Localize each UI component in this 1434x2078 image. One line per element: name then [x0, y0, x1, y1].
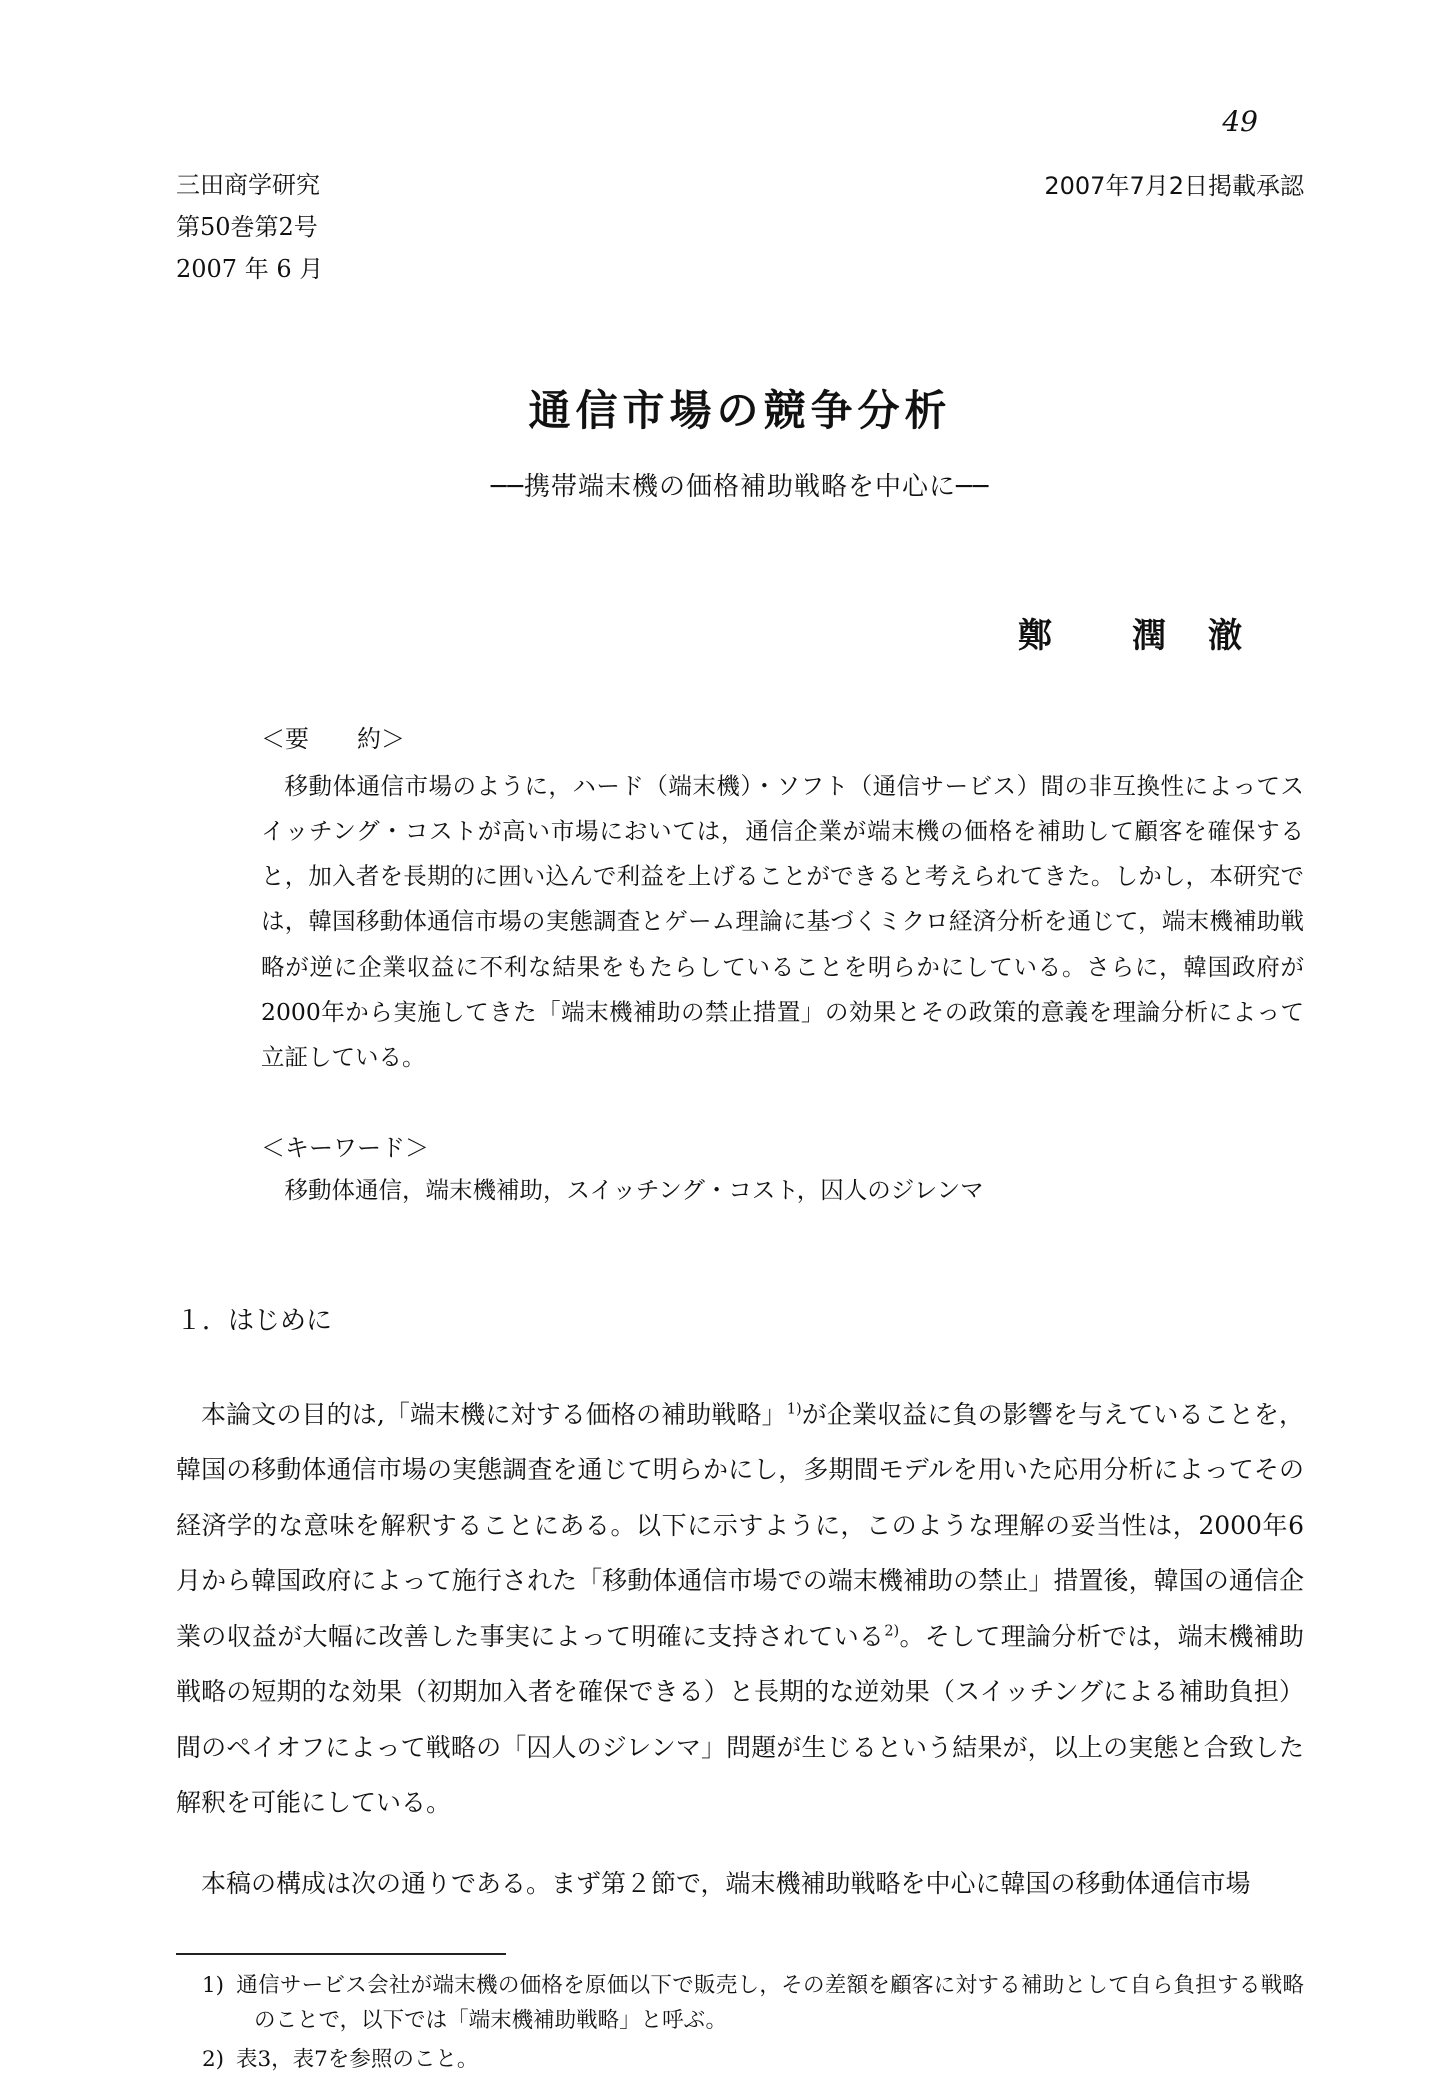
approval-note: 2007年7月2日掲載承認	[1044, 172, 1304, 200]
journal-header	[176, 164, 1304, 290]
footnote-text: 通信サービス会社が端末機の価格を原価以下で販売し，その差額を顧客に対する補助として自ら負担する戦略のことで，以下では「端末機補助戦略」と呼ぶ。	[236, 1973, 1304, 2034]
footnote-item	[176, 2043, 1304, 2078]
keywords-text: 移動体通信，端末機補助，スイッチング・コスト，囚人のジレンマ	[284, 1175, 984, 1204]
journal-volume: 第50巻第2号	[176, 213, 318, 241]
footnote-text: 表3，表7を参照のこと。	[236, 2047, 479, 2073]
paper-title: 通信市場の競争分析	[528, 386, 952, 435]
body-paragraph-1	[176, 1387, 1304, 1831]
footnote-marker: 1)	[202, 1973, 225, 1999]
footnote-marker: 2)	[202, 2047, 225, 2073]
footnote-divider	[176, 1953, 506, 1955]
abstract-text: 移動体通信市場のように，ハード（端末機）・ソフト（通信サービス）間の非互換性によってスイッチング・コストが高い市場においては，通信企業が端末機の価格を補助して顧客を確保すると，加入者を長期的に囲い込んで利益を上げることができると考えられてきた。しかし，本研究では，韓国移動体通信市場の実態調査とゲーム理論に基づくミクロ経済分析を通じて，端末機補助戦略が逆に企業収益に不利な結果をもたらしていることを明らかにしている。さらに，韓国政府が2000年から実施してきた「端末機補助の禁止措置」の効果とその政策的意義を理論分析によって立証している。	[261, 772, 1304, 1071]
journal-title: 三田商学研究	[176, 171, 320, 199]
journal-info	[176, 164, 323, 290]
keywords-label: ＜キーワード＞	[261, 1133, 429, 1162]
footnote-ref-1: 1)	[786, 1401, 802, 1418]
section-heading-introduction: １．はじめに	[176, 1305, 333, 1336]
body-paragraph-2: 本稿の構成は次の通りである。まず第２節で，端末機補助戦略を中心に韓国の移動体通信市場	[201, 1868, 1251, 1898]
keywords-section	[261, 1128, 1304, 1205]
paragraph-text: 。そして理論分析では，端末機補助戦略の短期的な効果（初期加入者を確保できる）と長期的な逆効果（スイッチングによる補助負担）間のペイオフによって戦略の「囚人のジレンマ」問題が生じるという結果が，以上の実態と合致した解釈を可能にしている。	[176, 1621, 1304, 1818]
paper-subtitle: ──携帯端末機の価格補助戦略を中心に──	[490, 472, 990, 503]
footnote-item	[176, 1969, 1304, 2039]
paragraph-text: 本論文の目的は,「端末機に対する価格の補助戦略」	[201, 1399, 787, 1429]
paragraph-text: が企業収益に負の影響を与えていることを，韓国の移動体通信市場の実態調査を通じて明らかにし，多期間モデルを用いた応用分析によってその経済学的な意味を解釈することにある。以下に示すように，このような理解の妥当性は，2000年6月から韓国政府によって施行された「移動体通信市場での端末機補助の禁止」措置後，韓国の通信企業の収益が大幅に改善した事実によって明確に支持されている	[176, 1399, 1304, 1651]
journal-date: 2007 年 6 月	[176, 255, 324, 283]
footnote-ref-2: 2)	[884, 1623, 900, 1640]
abstract-label: ＜要 約＞	[261, 725, 405, 754]
author-name: 鄭 潤 澈	[1018, 616, 1246, 657]
page-number: 49	[1222, 105, 1258, 138]
abstract-section	[261, 719, 1304, 1080]
footnotes-section	[176, 1969, 1304, 2077]
